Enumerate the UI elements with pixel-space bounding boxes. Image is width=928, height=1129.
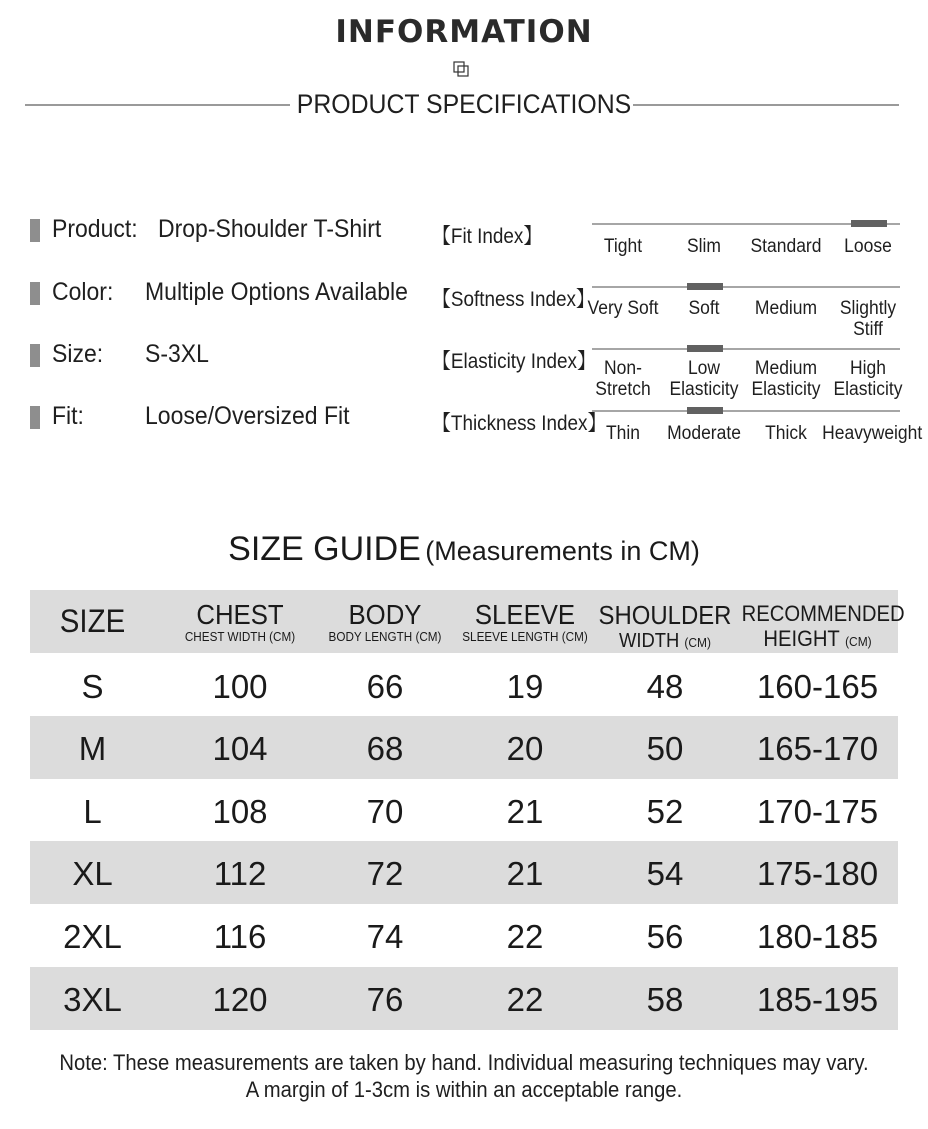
scale-option: Thick xyxy=(765,423,807,444)
spec-value-size: S-3XL xyxy=(145,340,209,368)
header-sleeve xyxy=(450,600,600,644)
cell-height: 170-175 xyxy=(756,793,879,830)
scale-option: Thin xyxy=(605,423,641,444)
cell-size: L xyxy=(83,793,102,830)
spec-label-size: Size: xyxy=(52,340,104,368)
header-sleeve-sub: SLEEVE LENGTH (CM) xyxy=(462,629,588,644)
cell-chest: 108 xyxy=(212,793,268,830)
thickness-index-scale xyxy=(592,410,900,412)
header-body-sub: BODY LENGTH (CM) xyxy=(328,629,442,644)
header-chest-sub: CHEST WIDTH (CM) xyxy=(184,629,296,644)
header-height-unit: (CM) xyxy=(845,634,872,649)
note-line-2: A margin of 1-3cm is within an acceptable range. xyxy=(245,1077,683,1102)
cell-shoulder: 54 xyxy=(646,855,684,892)
spec-bullet xyxy=(30,282,40,305)
header-body-label: BODY xyxy=(348,599,422,630)
scale-option: Slightly Stiff xyxy=(839,298,897,340)
header-shoulder xyxy=(590,600,740,654)
elasticity-index-scale xyxy=(592,348,900,350)
scale-option: Very Soft xyxy=(587,298,659,319)
table-row xyxy=(30,967,898,1030)
spec-label-product: Product: xyxy=(52,215,138,243)
header-chest-label: CHEST xyxy=(196,599,284,630)
cell-sleeve: 20 xyxy=(506,730,544,767)
softness-index-label: 【Softness Index】 xyxy=(432,288,595,311)
scale-option: Tight xyxy=(603,236,643,257)
table-row xyxy=(30,716,898,779)
scale-option: Soft xyxy=(688,298,720,319)
cell-body: 74 xyxy=(366,918,404,955)
cell-shoulder: 52 xyxy=(646,793,684,830)
thickness-index-label: 【Thickness Index】 xyxy=(432,412,607,435)
cell-chest: 104 xyxy=(212,730,268,767)
spec-value-color: Multiple Options Available xyxy=(145,278,408,306)
spec-bullet xyxy=(30,344,40,367)
softness-index-marker xyxy=(687,283,723,290)
cell-size: S xyxy=(81,668,104,705)
scale-option: Heavyweight xyxy=(822,423,923,444)
cell-body: 76 xyxy=(366,981,404,1018)
size-guide-title xyxy=(0,530,928,569)
table-row xyxy=(30,841,898,904)
header-size-label: SIZE xyxy=(59,603,126,639)
section-subtitle: PRODUCT SPECIFICATIONS xyxy=(296,89,632,119)
header-chest xyxy=(165,600,315,644)
scale-option: Loose xyxy=(844,236,892,257)
elasticity-index-label: 【Elasticity Index】 xyxy=(432,350,596,373)
cell-chest: 100 xyxy=(212,668,268,705)
header-body xyxy=(310,600,460,644)
cell-shoulder: 48 xyxy=(646,668,684,705)
page-title: INFORMATION xyxy=(335,14,593,50)
cell-height: 175-180 xyxy=(756,855,879,892)
cell-chest: 112 xyxy=(213,855,267,892)
cell-height: 165-170 xyxy=(756,730,879,767)
header-sleeve-label: SLEEVE xyxy=(474,599,576,630)
thickness-index-marker xyxy=(687,407,723,414)
cell-chest: 116 xyxy=(213,918,267,955)
cell-body: 66 xyxy=(366,668,404,705)
size-guide-heading: SIZE GUIDE xyxy=(228,530,421,568)
cell-body: 68 xyxy=(366,730,404,767)
scale-option: High Elasticity xyxy=(833,358,903,400)
cell-height: 180-185 xyxy=(756,918,879,955)
cell-sleeve: 21 xyxy=(506,793,544,830)
header-height-label2: HEIGHT xyxy=(763,626,840,651)
table-row xyxy=(30,779,898,842)
scale-option: Non-Stretch xyxy=(595,358,651,400)
cell-size: 3XL xyxy=(63,981,122,1018)
spec-label-fit: Fit: xyxy=(52,402,84,430)
spec-bullet xyxy=(30,406,40,429)
table-header-row xyxy=(30,590,905,653)
softness-index-scale xyxy=(592,286,900,288)
cell-body: 72 xyxy=(366,855,404,892)
cell-size: M xyxy=(78,730,107,767)
overlap-squares-icon xyxy=(453,61,469,77)
cell-size: XL xyxy=(72,855,113,892)
spec-value-fit: Loose/Oversized Fit xyxy=(145,402,350,430)
header-height xyxy=(735,601,905,654)
cell-height: 160-165 xyxy=(756,668,879,705)
scale-option: Standard xyxy=(750,236,822,257)
fit-index-marker xyxy=(851,220,887,227)
header-shoulder-unit: (CM) xyxy=(684,635,711,650)
header-height-label: RECOMMENDED xyxy=(741,601,905,626)
cell-chest: 120 xyxy=(212,981,268,1018)
cell-size: 2XL xyxy=(63,918,122,955)
cell-sleeve: 22 xyxy=(506,981,544,1018)
elasticity-index-marker xyxy=(687,345,723,352)
scale-option: Low Elasticity xyxy=(669,358,739,400)
scale-option: Medium xyxy=(754,298,818,319)
spec-value-product: Drop-Shoulder T-Shirt xyxy=(158,215,382,243)
header-size xyxy=(30,603,155,639)
cell-sleeve: 22 xyxy=(506,918,544,955)
cell-sleeve: 21 xyxy=(506,855,544,892)
scale-option: Medium Elasticity xyxy=(751,358,821,400)
size-guide-units: (Measurements in CM) xyxy=(425,536,700,566)
scale-option: Moderate xyxy=(667,423,741,444)
table-row xyxy=(30,654,898,717)
cell-shoulder: 50 xyxy=(646,730,684,767)
spec-label-color: Color: xyxy=(52,278,114,306)
header-shoulder-label2: WIDTH xyxy=(619,630,680,652)
note-line-1: Note: These measurements are taken by hand. Individual measuring techniques may vary. xyxy=(59,1050,869,1075)
table-row xyxy=(30,904,898,967)
spec-bullet xyxy=(30,219,40,242)
fit-index-label: 【Fit Index】 xyxy=(432,225,543,248)
header-shoulder-label: SHOULDER xyxy=(598,600,732,630)
cell-sleeve: 19 xyxy=(506,668,544,705)
cell-body: 70 xyxy=(366,793,404,830)
cell-height: 185-195 xyxy=(756,981,879,1018)
cell-shoulder: 58 xyxy=(646,981,684,1018)
cell-shoulder: 56 xyxy=(646,918,684,955)
scale-option: Slim xyxy=(686,236,721,257)
